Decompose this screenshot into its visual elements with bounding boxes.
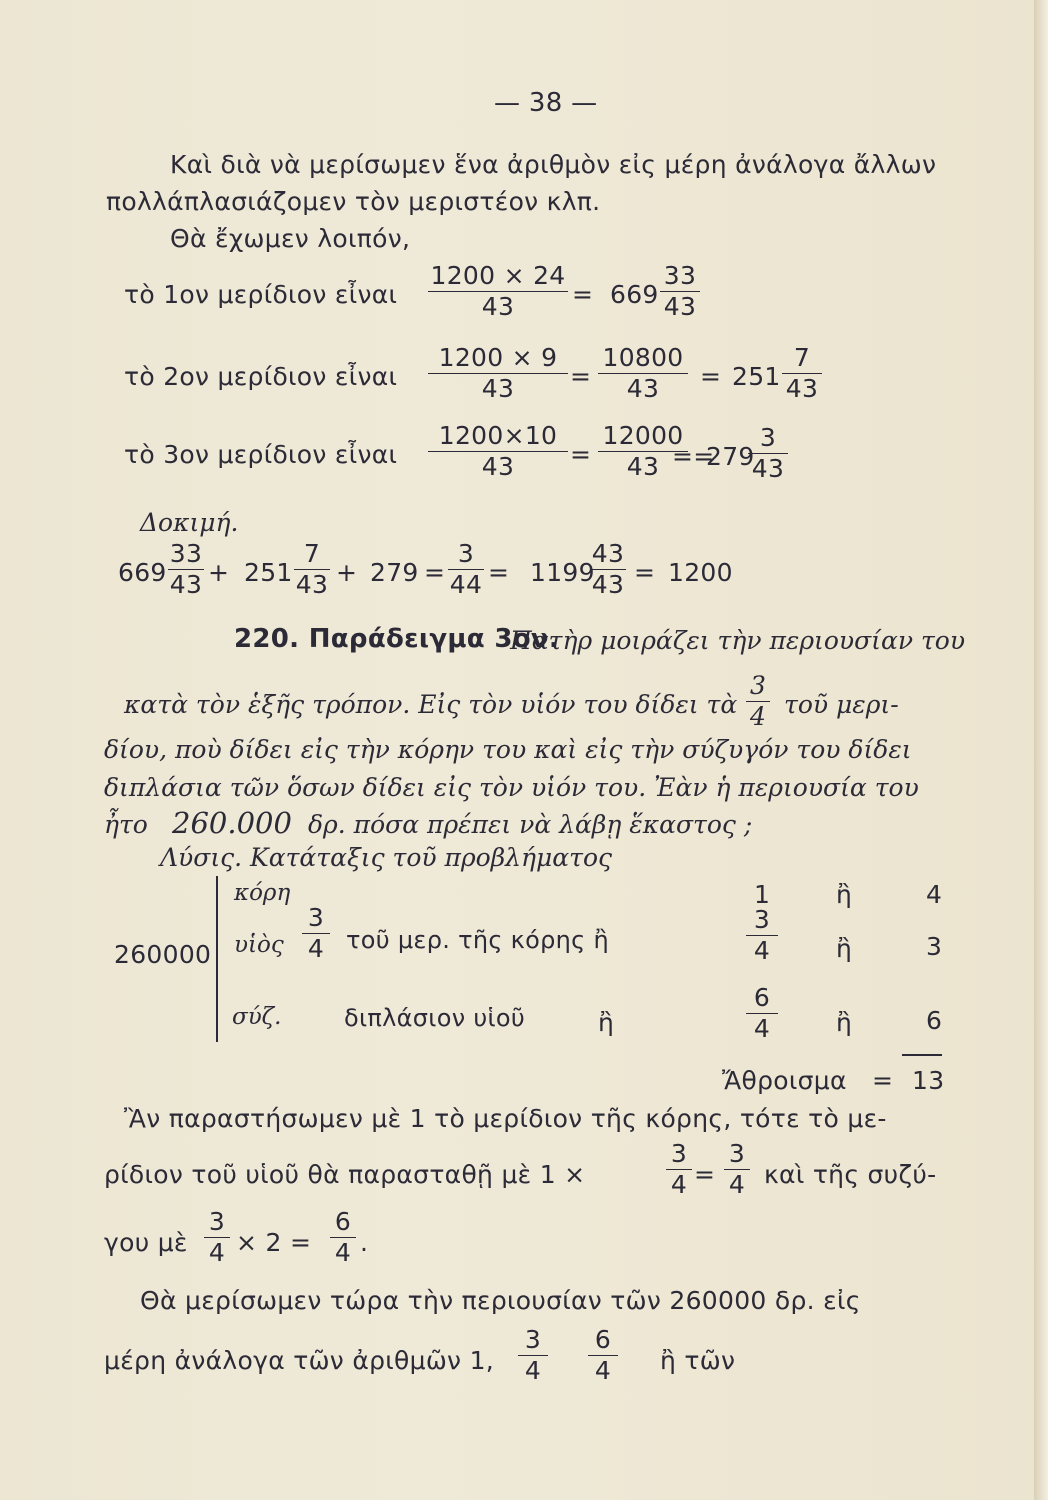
row-daughter-label: κόρη	[234, 880, 291, 906]
example-heading: 220. Παράδειγμα 3ον.	[234, 624, 560, 654]
row-son-or: ἢ	[836, 934, 853, 963]
row-wife-or-1: ἢ	[598, 1008, 615, 1037]
check-equals-3: =	[634, 558, 656, 587]
row-daughter-value: 1	[754, 880, 771, 909]
para2-fraction-2: 6 4	[588, 1326, 618, 1385]
para1-fraction-2: 3 4	[724, 1140, 750, 1199]
sum-equals: =	[872, 1066, 894, 1095]
check-equals-1: =	[424, 558, 446, 587]
para1-fraction-4: 6 4	[330, 1208, 356, 1267]
row-son-description: τοῦ μερ. τῆς κόρης ἢ	[346, 926, 609, 954]
solution-title: Λύσις. Κατάταξις τοῦ προβλήματος	[160, 843, 613, 872]
para1-times: × 2 =	[236, 1228, 312, 1257]
intro-line-3: Θὰ ἔχωμεν λοιπόν,	[170, 224, 411, 253]
row-daughter-or: ἢ	[836, 880, 853, 909]
example-text-2a: κατὰ τὸν ἑξῆς τρόπον. Εἰς τὸν υἱόν του δίδει τὰ	[124, 690, 738, 719]
share-2-remainder: 7 43	[782, 344, 822, 403]
example-amount: 260.000	[172, 806, 292, 840]
check-term-1-whole: 669	[118, 558, 167, 587]
para1-line-2a: ρίδιον τοῦ υἱοῦ θὰ παρασταθῇ μὲ 1 ×	[104, 1160, 586, 1189]
check-result: 1200	[668, 558, 733, 587]
share-2-fraction-1: 1200 × 9 43	[428, 344, 568, 403]
row-son-value: 3 4	[746, 906, 778, 965]
para1-line-2b: καὶ τῆς συζύ-	[764, 1160, 937, 1189]
para1-fraction-1: 3 4	[666, 1140, 692, 1199]
share-1-label: τὸ 1ον μερίδιον εἶναι	[124, 280, 398, 309]
share-1-equals: =	[572, 280, 594, 309]
para2-line-2a: μέρη ἀνάλογα τῶν ἀριθμῶν 1,	[104, 1346, 495, 1375]
intro-line-2: πολλάπλασιάζομεν τὸν μεριστέον κλπ.	[106, 187, 601, 216]
para1-line-1: Ἂν παραστήσωμεν μὲ 1 τὸ μερίδιον τῆς κόρης, τότε τὸ με-	[124, 1104, 887, 1133]
check-term-4-whole: 1199	[530, 558, 595, 587]
row-wife-label: σύζ.	[232, 1004, 282, 1030]
share-1-whole: 669	[610, 280, 659, 309]
share-3-whole: 279	[706, 442, 755, 471]
share-3-equals-2: ==	[672, 442, 715, 471]
check-term-1-fraction: 33 43	[169, 539, 203, 599]
para1-equals: =	[694, 1160, 716, 1189]
share-1-remainder: 33 43	[660, 262, 700, 321]
share-2-equals-2: =	[700, 362, 722, 391]
sum-value: 13	[912, 1066, 945, 1095]
example-text-2b: τοῦ μερι-	[784, 690, 899, 719]
share-3-fraction-1: 1200×10 43	[428, 422, 568, 481]
para1-dot: .	[360, 1228, 369, 1257]
example-text-1: Πατὴρ μοιράζει τὴν περιουσίαν του	[510, 626, 966, 655]
share-2-label: τὸ 2ον μερίδιον εἶναι	[124, 362, 398, 391]
row-wife-result: 6	[926, 1006, 943, 1035]
para2-line-2b: ἢ τῶν	[660, 1346, 736, 1375]
row-wife-or: ἢ	[836, 1008, 853, 1037]
check-term-2-fraction: 7 43	[295, 539, 329, 599]
share-2-whole: 251	[732, 362, 781, 391]
share-3-remainder: 3 43	[748, 424, 788, 483]
row-son-label: υἱὸς	[234, 932, 284, 958]
sum-label: Ἄθροισμα	[722, 1066, 847, 1095]
para1-line-3a: γου μὲ	[104, 1228, 188, 1257]
check-term-3-whole: 279	[370, 558, 419, 587]
check-plus-2: +	[336, 558, 358, 587]
para2-line-1: Θὰ μερίσωμεν τώρα τὴν περιουσίαν τῶν 260000 δρ. εἰς	[140, 1286, 861, 1315]
check-title: Δοκιμή.	[140, 508, 239, 537]
example-text-5a: ἦτο	[104, 810, 148, 839]
page-number: — 38 —	[494, 88, 598, 118]
check-term-4-fraction: 43 43	[591, 539, 625, 599]
check-term-2-whole: 251	[244, 558, 293, 587]
table-total: 260000	[114, 940, 212, 969]
example-text-4: διπλάσια τῶν ὅσων δίδει εἰς τὸν υἱόν του. Ἐὰν ἡ περιουσία του	[104, 773, 919, 802]
share-1-fraction: 1200 × 24 43	[428, 262, 568, 321]
row-son-fraction: 3 4	[302, 904, 330, 963]
share-3-label: τὸ 3ον μερίδιον εἶναι	[124, 440, 398, 469]
share-2-equals: =	[570, 362, 592, 391]
share-2-fraction-2: 10800 43	[598, 344, 688, 403]
table-brace-line	[216, 876, 218, 1042]
row-son-result: 3	[926, 932, 943, 961]
row-wife-value: 6 4	[746, 984, 778, 1043]
row-wife-description: διπλάσιον υἱοῦ	[344, 1004, 526, 1032]
share-3-equals: =	[570, 440, 592, 469]
intro-line-1: Καὶ διὰ νὰ μερίσωμεν ἕνα ἀριθμὸν εἰς μέρη ἀνάλογα ἄλλων	[170, 150, 937, 179]
row-daughter-result: 4	[926, 880, 943, 909]
check-plus-1: +	[208, 558, 230, 587]
example-text-3: δίου, ποὺ δίδει εἰς τὴν κόρην του καὶ εἰς τὴν σύζυγόν του δίδει	[104, 735, 912, 764]
para2-fraction-1: 3 4	[518, 1326, 548, 1385]
check-equals-2: =	[488, 558, 510, 587]
page-edge	[1034, 0, 1048, 1500]
example-text-5b: δρ. πόσα πρέπει νὰ λάβῃ ἕκαστος ;	[308, 810, 753, 839]
sum-rule	[902, 1054, 942, 1056]
example-fraction: 3 4	[746, 672, 770, 731]
para1-fraction-3: 3 4	[204, 1208, 230, 1267]
check-term-3-fraction: 3 44	[449, 539, 483, 599]
share-3-fraction-2: 12000 43	[598, 422, 688, 481]
